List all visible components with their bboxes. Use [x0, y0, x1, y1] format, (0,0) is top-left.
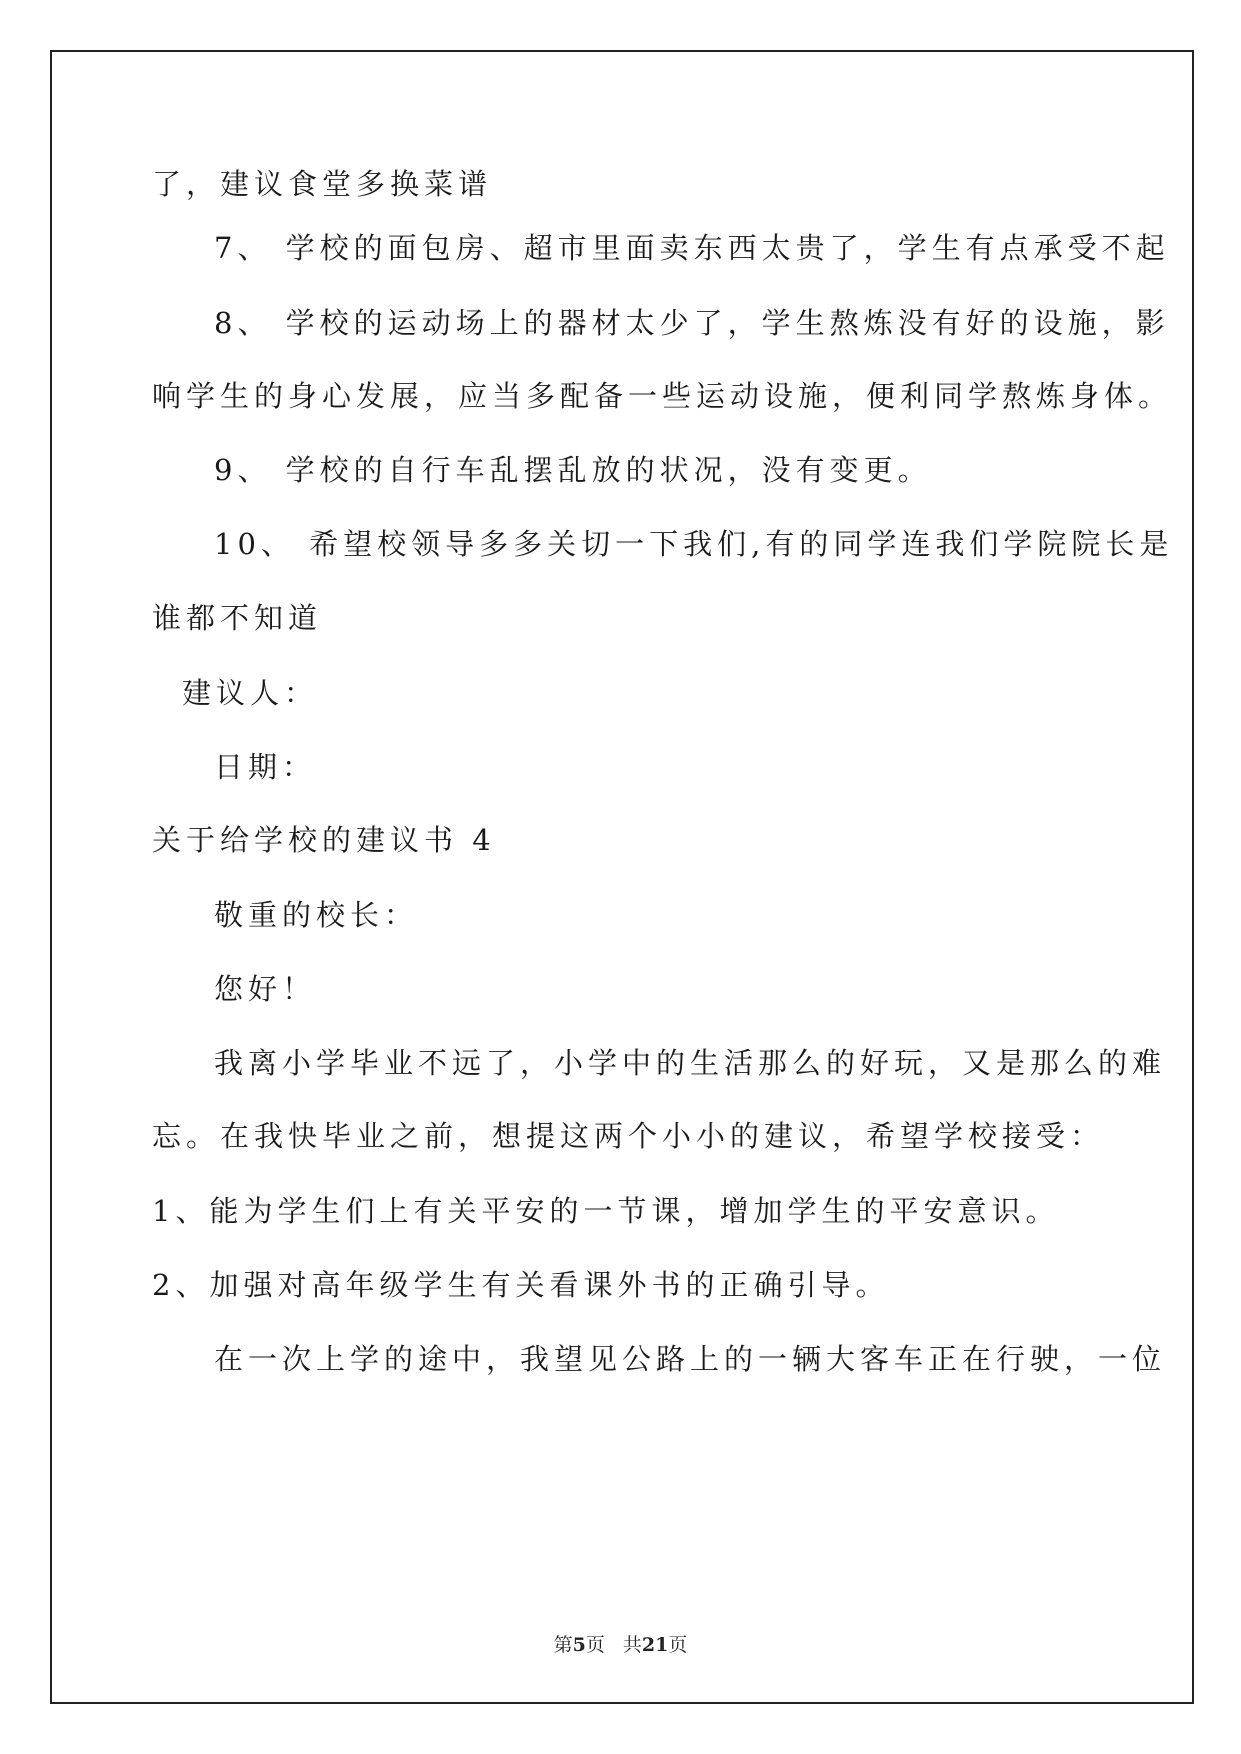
- text-line: 7、 学校的面包房、超市里面卖东西太贵了，学生有点承受不起: [214, 231, 1170, 265]
- page-number: 5: [572, 1634, 586, 1656]
- text-line: 了，建议食堂多换菜谱: [152, 167, 493, 201]
- date-label: 日期：: [214, 750, 317, 784]
- section-title: 关于给学校的建议书 4: [152, 823, 496, 857]
- text-line: 我离小学毕业不远了，小学中的生活那么的好玩，又是那么的难: [214, 1046, 1167, 1080]
- list-item: 1、能为学生们上有关平安的一节课，增加学生的平安意识。: [152, 1194, 1060, 1228]
- page-border: [50, 50, 1194, 1704]
- text-line: 10、 希望校领导多多关切一下我们,有的同学连我们学院院长是: [214, 527, 1174, 561]
- footer-prefix: 第: [553, 1634, 573, 1656]
- total-pages: 21: [641, 1634, 669, 1656]
- text-line: 谁都不知道: [152, 601, 323, 635]
- text-line: 9、 学校的自行车乱摆乱放的状况，没有变更。: [214, 453, 932, 487]
- salutation: 敬重的校长：: [214, 898, 419, 932]
- text-line: 在一次上学的途中，我望见公路上的一辆大客车正在行驶，一位: [214, 1342, 1167, 1376]
- text-line: 8、 学校的运动场上的器材太少了，学生熬炼没有好的设施，影: [214, 306, 1170, 340]
- footer-page-suffix: 页: [585, 1634, 605, 1656]
- list-item: 2、加强对高年级学生有关看课外书的正确引导。: [152, 1268, 890, 1302]
- footer-total-prefix: 共: [622, 1634, 642, 1656]
- text-line: 忘。在我快毕业之前，想提这两个小小的建议，希望学校接受：: [152, 1119, 1105, 1153]
- footer-total-suffix: 页: [668, 1634, 688, 1656]
- greeting: 您好！: [214, 972, 317, 1006]
- page-footer: [0, 1630, 1241, 1657]
- text-line: 响学生的身心发展，应当多配备一些运动设施，便利同学熬炼身体。: [152, 379, 1173, 413]
- signer-label: 建议人：: [182, 676, 319, 710]
